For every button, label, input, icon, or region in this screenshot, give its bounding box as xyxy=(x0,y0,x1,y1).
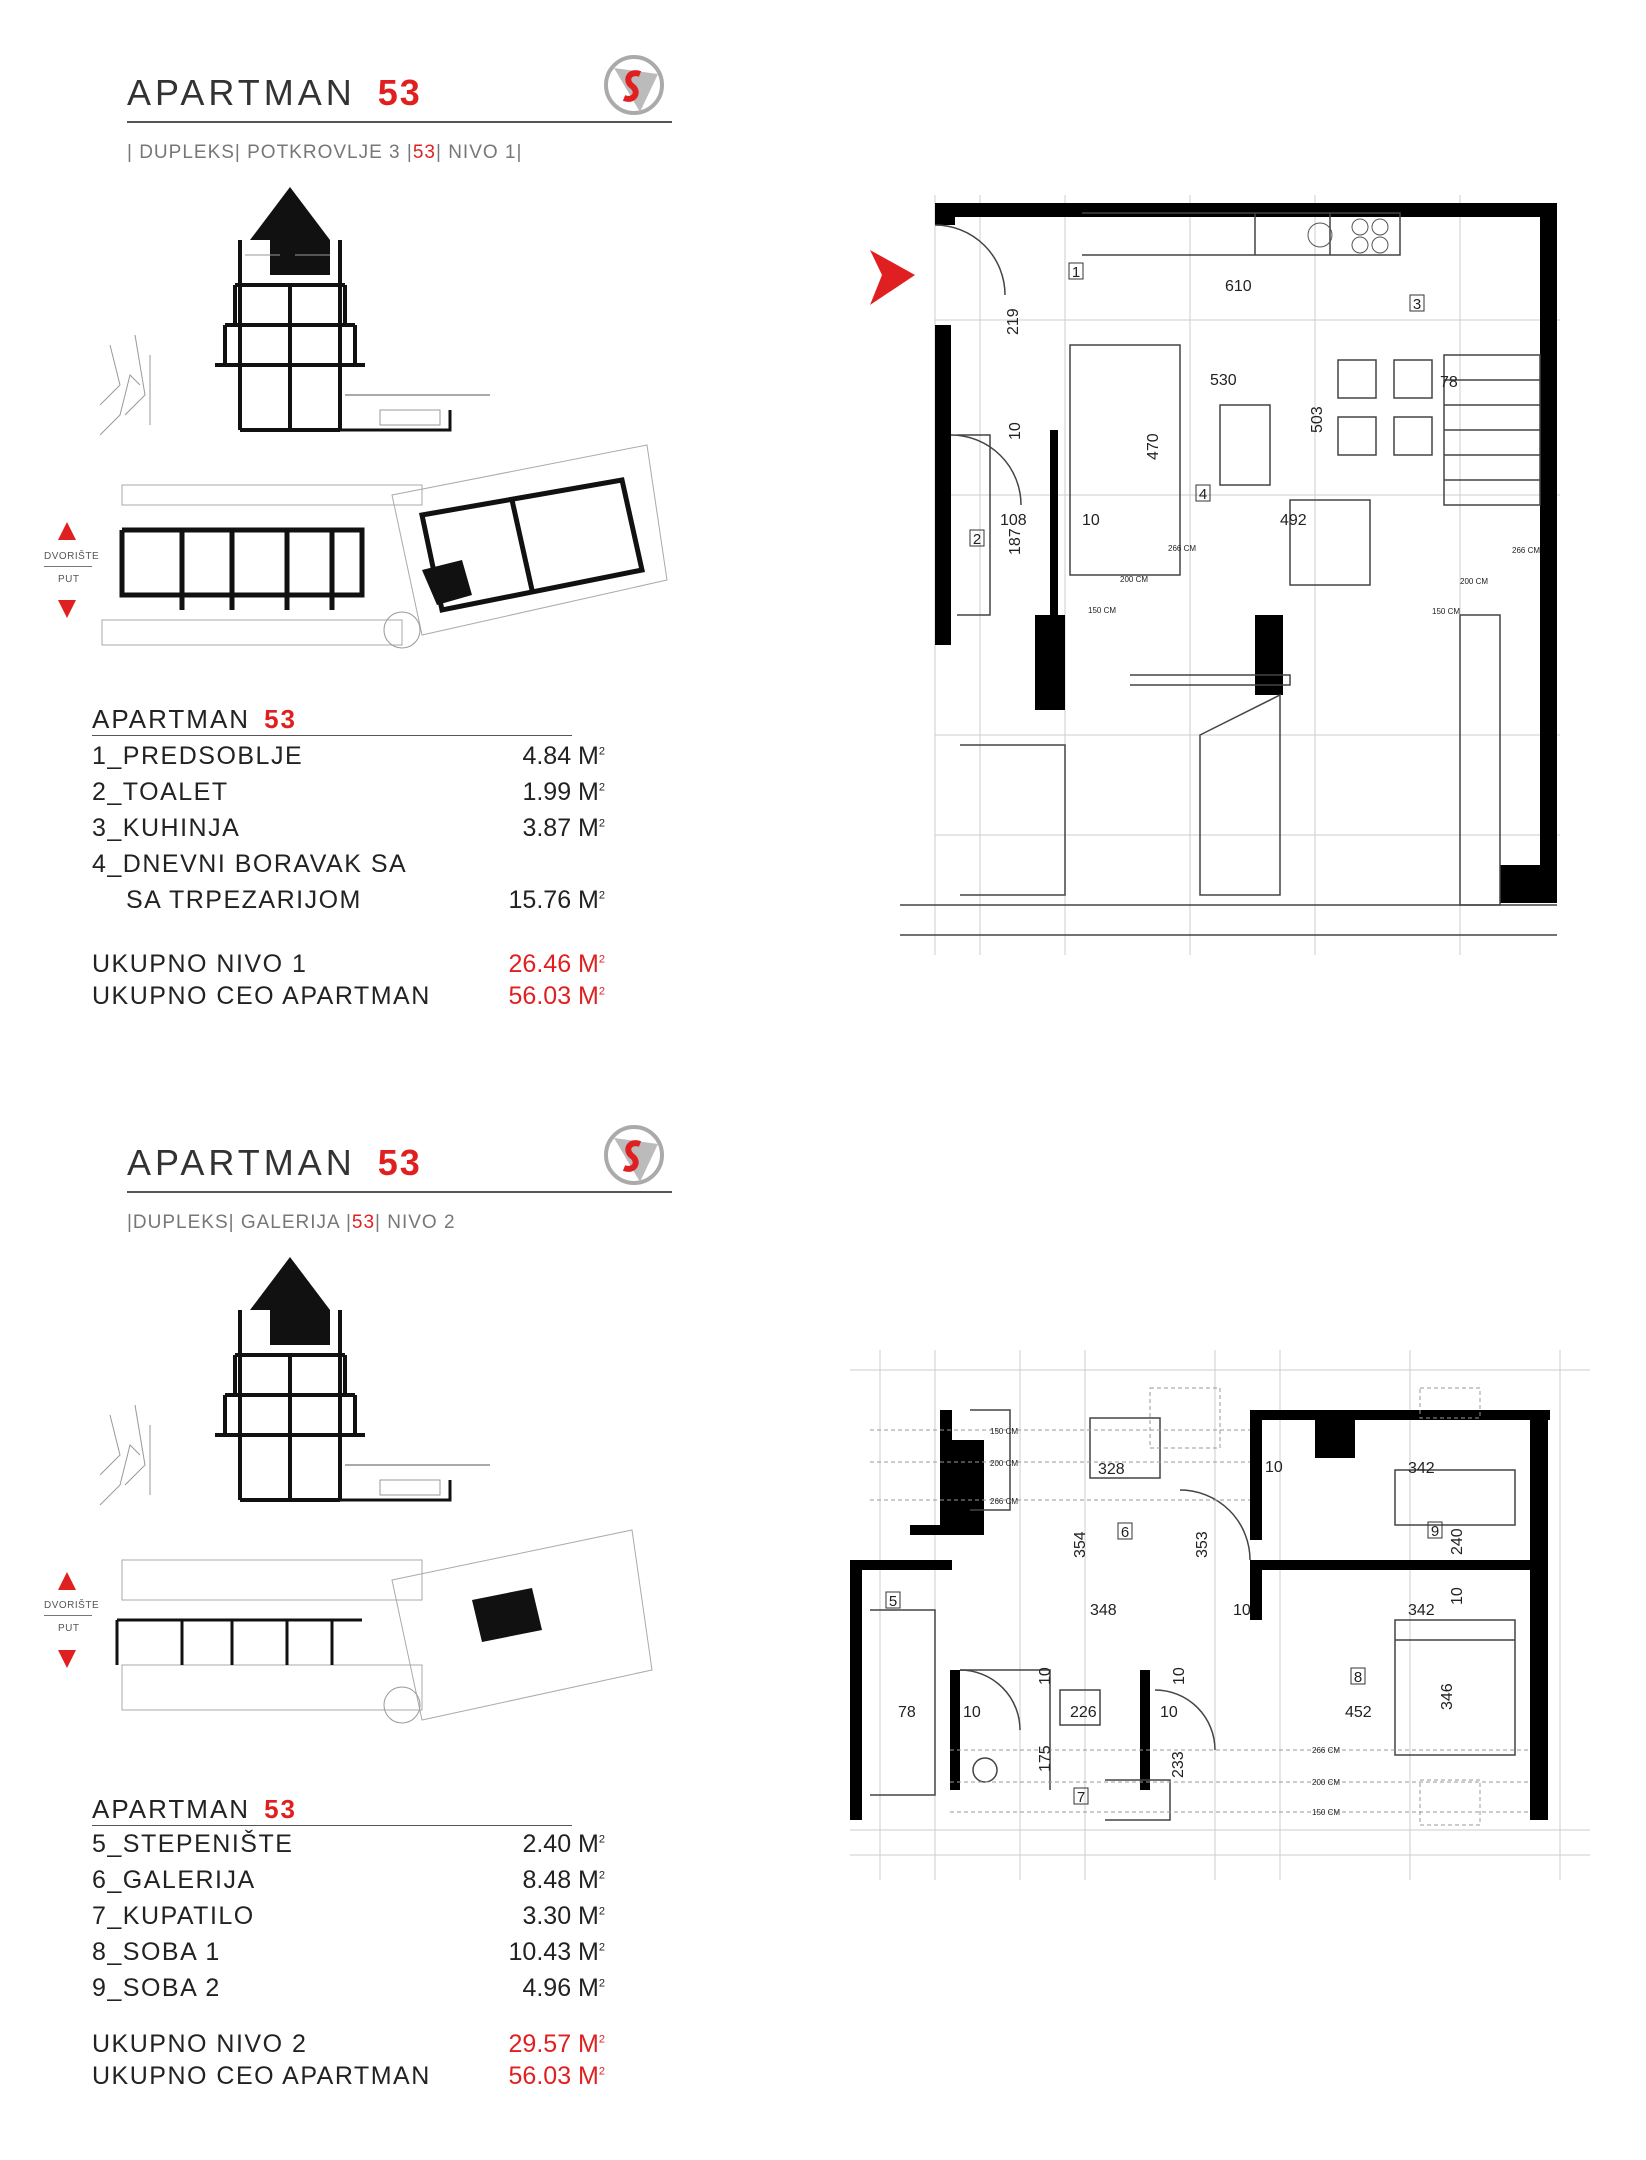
table-rule xyxy=(92,1825,572,1826)
up-arrow-icon xyxy=(56,520,78,542)
room-3-number: 3 xyxy=(1412,296,1422,313)
nav-divider xyxy=(44,1615,92,1616)
unit-sup: 2 xyxy=(598,1941,605,1954)
table-number: 53 xyxy=(264,1794,297,1824)
down-arrow-icon xyxy=(56,598,78,620)
room-label: 9_SOBA 2 xyxy=(92,1974,221,2002)
level2-table-title xyxy=(92,1794,297,1825)
area-value: 3.30 M xyxy=(522,1902,599,1930)
room-label: SA TRPEZARIJOM xyxy=(126,886,362,914)
room-7-number: 7 xyxy=(1076,1789,1086,1806)
unit-sup: 2 xyxy=(598,745,605,758)
table-title-text: APARTMAN xyxy=(92,1794,251,1824)
dim-78: 78 xyxy=(898,1704,916,1721)
height-266a: 266 CM xyxy=(1168,544,1197,553)
room-label: 7_KUPATILO xyxy=(92,1902,255,1930)
dim-10a: 10 xyxy=(1007,422,1024,440)
room-8-number: 8 xyxy=(1353,1669,1363,1686)
nav-divider xyxy=(44,566,92,567)
room-area xyxy=(470,814,605,843)
floor-plan-level2 xyxy=(850,1350,1590,1880)
title-rule xyxy=(127,1191,672,1193)
title-rule xyxy=(127,121,672,123)
room-5-number: 5 xyxy=(888,1593,898,1610)
nav-up-label: DVORIŠTE xyxy=(44,1600,100,1611)
room-label: 5_STEPENIŠTE xyxy=(92,1830,294,1858)
dim-342a: 342 xyxy=(1408,1460,1435,1477)
subtitle-text: | DUPLEKS| POTKROVLJE 3 | xyxy=(127,142,413,163)
height-150a: 150 CM xyxy=(990,1427,1019,1436)
level1-title xyxy=(127,72,422,114)
total-all-label: UKUPNO CEO APARTMAN xyxy=(92,2062,431,2090)
down-arrow-icon xyxy=(56,1648,78,1670)
room-area xyxy=(470,1938,605,1967)
dim-353: 353 xyxy=(1194,1531,1211,1558)
room-area xyxy=(470,1866,605,1895)
dim-346: 346 xyxy=(1439,1683,1456,1710)
dim-328: 328 xyxy=(1098,1461,1125,1478)
total-all-label: UKUPNO CEO APARTMAN xyxy=(92,982,431,1010)
room-label: 6_GALERIJA xyxy=(92,1866,256,1894)
room-9-number: 9 xyxy=(1430,1523,1440,1540)
nav-down-label: PUT xyxy=(58,574,80,585)
dim-175: 175 xyxy=(1037,1745,1054,1772)
site-plan-diagram xyxy=(92,1500,672,1740)
height-150b: 150 CM xyxy=(1312,1808,1341,1817)
unit-sup: 2 xyxy=(598,781,605,794)
height-200a: 200 CM xyxy=(990,1459,1019,1468)
dim-354: 354 xyxy=(1072,1531,1089,1558)
room-2-number: 2 xyxy=(972,531,982,548)
dim-452: 452 xyxy=(1345,1704,1372,1721)
dim-10d: 10 xyxy=(963,1704,981,1721)
area-value: 4.84 M xyxy=(522,742,599,770)
area-value: 2.40 M xyxy=(522,1830,599,1858)
building-section-diagram xyxy=(90,1255,500,1510)
height-150b: 150 CM xyxy=(1432,607,1461,616)
table-number: 53 xyxy=(264,704,297,734)
height-266a: 266 CM xyxy=(990,1497,1019,1506)
room-area xyxy=(470,778,605,807)
dim-610: 610 xyxy=(1225,278,1252,295)
nav-up-label: DVORIŠTE xyxy=(44,551,100,562)
height-266b: 266 CM xyxy=(1512,546,1541,555)
unit-sup: 2 xyxy=(598,985,605,998)
site-plan-diagram xyxy=(92,420,672,665)
room-6-number: 6 xyxy=(1120,1524,1130,1541)
dim-10f: 10 xyxy=(1160,1704,1178,1721)
level1-table-title xyxy=(92,704,297,735)
up-arrow-icon xyxy=(56,1570,78,1592)
dim-10a: 10 xyxy=(1265,1459,1283,1476)
area-value: 29.57 M xyxy=(508,2030,599,2058)
unit-sup: 2 xyxy=(598,1869,605,1882)
room-label: 8_SOBA 1 xyxy=(92,1938,221,1966)
unit-sup: 2 xyxy=(598,1833,605,1846)
apartment-number: 53 xyxy=(377,1142,422,1183)
area-value: 1.99 M xyxy=(522,778,599,806)
room-label: 4_DNEVNI BORAVAK SA xyxy=(92,850,408,878)
room-1-number: 1 xyxy=(1071,264,1081,281)
nav-down-label: PUT xyxy=(58,1623,80,1634)
subtitle-text: | NIVO 1| xyxy=(435,142,523,163)
height-150a: 150 CM xyxy=(1088,606,1117,615)
floor-plan-level1 xyxy=(860,195,1560,955)
dim-226: 226 xyxy=(1070,1704,1097,1721)
area-value: 56.03 M xyxy=(508,2062,599,2090)
height-200b: 200 CM xyxy=(1312,1778,1341,1787)
room-label: 1_PREDSOBLJE xyxy=(92,742,304,770)
room-area xyxy=(470,1830,605,1859)
dim-240: 240 xyxy=(1449,1528,1466,1555)
height-200b: 200 CM xyxy=(1460,577,1489,586)
unit-sup: 2 xyxy=(598,1905,605,1918)
room-area xyxy=(470,1902,605,1931)
unit-sup: 2 xyxy=(598,2065,605,2078)
unit-sup: 2 xyxy=(598,817,605,830)
dim-10c: 10 xyxy=(1449,1587,1466,1605)
subtitle-text: | NIVO 2 xyxy=(375,1212,456,1233)
title-text: APARTMAN xyxy=(127,72,356,113)
dim-503: 503 xyxy=(1309,406,1326,433)
brand-logo-icon xyxy=(600,52,668,118)
total-all-value xyxy=(470,2062,605,2091)
room-area xyxy=(470,1974,605,2003)
total-level-label: UKUPNO NIVO 2 xyxy=(92,2030,308,2058)
dim-10g: 10 xyxy=(1171,1667,1188,1685)
dim-342b: 342 xyxy=(1408,1602,1435,1619)
height-200a: 200 CM xyxy=(1120,575,1149,584)
room-4-number: 4 xyxy=(1198,486,1208,503)
table-rule xyxy=(92,735,572,736)
title-text: APARTMAN xyxy=(127,1142,356,1183)
room-label: 2_TOALET xyxy=(92,778,229,806)
level2-subtitle xyxy=(127,1212,456,1234)
unit-sup: 2 xyxy=(598,1977,605,1990)
dim-108: 108 xyxy=(1000,512,1027,529)
area-value: 56.03 M xyxy=(508,982,599,1010)
dim-492: 492 xyxy=(1280,512,1307,529)
room-area xyxy=(470,742,605,771)
total-level-label: UKUPNO NIVO 1 xyxy=(92,950,308,978)
brand-logo-icon xyxy=(600,1122,668,1188)
dim-219: 219 xyxy=(1005,308,1022,335)
dim-10b: 10 xyxy=(1233,1602,1251,1619)
area-value: 15.76 M xyxy=(508,886,599,914)
total-level-value xyxy=(470,2030,605,2059)
dim-10b: 10 xyxy=(1082,512,1100,529)
entrance-arrow-icon xyxy=(870,250,915,305)
unit-sup: 2 xyxy=(598,953,605,966)
subtitle-number: 53 xyxy=(412,142,436,163)
dim-78: 78 xyxy=(1440,374,1458,391)
area-value: 8.48 M xyxy=(522,1866,599,1894)
dim-233: 233 xyxy=(1170,1751,1187,1778)
area-value: 10.43 M xyxy=(508,1938,599,1966)
subtitle-number: 53 xyxy=(351,1212,376,1233)
room-label: 3_KUHINJA xyxy=(92,814,241,842)
area-value: 3.87 M xyxy=(522,814,599,842)
total-level-value xyxy=(470,950,605,979)
apartment-number: 53 xyxy=(377,72,422,113)
total-all-value xyxy=(470,982,605,1011)
unit-sup: 2 xyxy=(598,2033,605,2046)
dim-187: 187 xyxy=(1007,528,1024,555)
dim-470: 470 xyxy=(1145,433,1162,460)
room-area xyxy=(470,886,605,915)
level2-title xyxy=(127,1142,422,1184)
dim-530: 530 xyxy=(1210,372,1237,389)
building-section-diagram xyxy=(90,185,500,440)
unit-sup: 2 xyxy=(598,889,605,902)
level1-subtitle xyxy=(127,142,522,164)
table-title-text: APARTMAN xyxy=(92,704,251,734)
subtitle-text: |DUPLEKS| GALERIJA | xyxy=(127,1212,352,1233)
dim-348: 348 xyxy=(1090,1602,1117,1619)
dim-10e: 10 xyxy=(1037,1667,1054,1685)
area-value: 26.46 M xyxy=(508,950,599,978)
height-266b: 266 CM xyxy=(1312,1746,1341,1755)
area-value: 4.96 M xyxy=(522,1974,599,2002)
